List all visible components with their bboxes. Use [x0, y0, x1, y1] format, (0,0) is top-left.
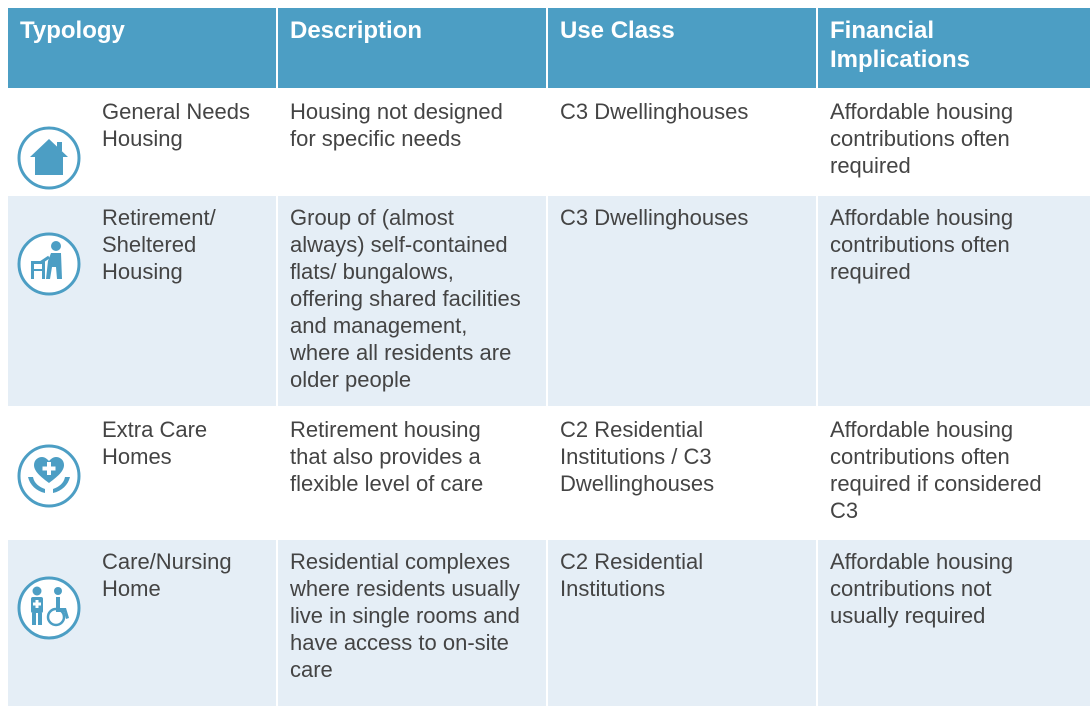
header-description: Description	[278, 8, 546, 88]
table-row-3-description: Retirement housing that also provides a flexible level of care	[278, 408, 546, 538]
table-row-1-typology	[8, 90, 276, 194]
table-row-4-financial: Affordable housing contributions not usually required	[818, 540, 1090, 706]
house-icon	[16, 98, 82, 164]
typology-label: General Needs Housing	[102, 99, 250, 151]
table-row-1-use-class: C3 Dwellinghouses	[548, 90, 816, 194]
table-row-3-typology	[8, 408, 276, 538]
table-row-2-typology	[8, 196, 276, 406]
table-row-2-use-class: C3 Dwellinghouses	[548, 196, 816, 406]
table-row-2-description: Group of (almost always) self-contained flats/ bungalows, offering shared facilities and management, where all residents are older people	[278, 196, 546, 406]
table-row-4-typology	[8, 540, 276, 706]
typology-label: Care/Nursing Home	[102, 549, 232, 601]
heart-hands-icon	[16, 416, 82, 482]
table-row-4-description: Residential complexes where residents usually live in single rooms and have access to on-site care	[278, 540, 546, 706]
table-row-4-use-class: C2 Residential Institutions	[548, 540, 816, 706]
table-row-3-use-class: C2 Residential Institutions / C3 Dwellinghouses	[548, 408, 816, 538]
table-row-2-financial: Affordable housing contributions often required	[818, 196, 1090, 406]
table-row-1-description: Housing not designed for specific needs	[278, 90, 546, 194]
housing-typology-table	[8, 8, 1084, 706]
table-row-1-financial: Affordable housing contributions often required	[818, 90, 1090, 194]
header-financial-implications: Financial Implications	[818, 8, 1090, 88]
walker-person-icon	[16, 204, 82, 270]
typology-label: Retirement/ Sheltered Housing	[102, 205, 216, 284]
table-row-3-financial: Affordable housing contributions often required if considered C3	[818, 408, 1090, 538]
typology-label: Extra Care Homes	[102, 417, 208, 469]
nurse-wheelchair-icon	[16, 548, 82, 614]
header-use-class: Use Class	[548, 8, 816, 88]
header-typology: Typology	[8, 8, 276, 88]
